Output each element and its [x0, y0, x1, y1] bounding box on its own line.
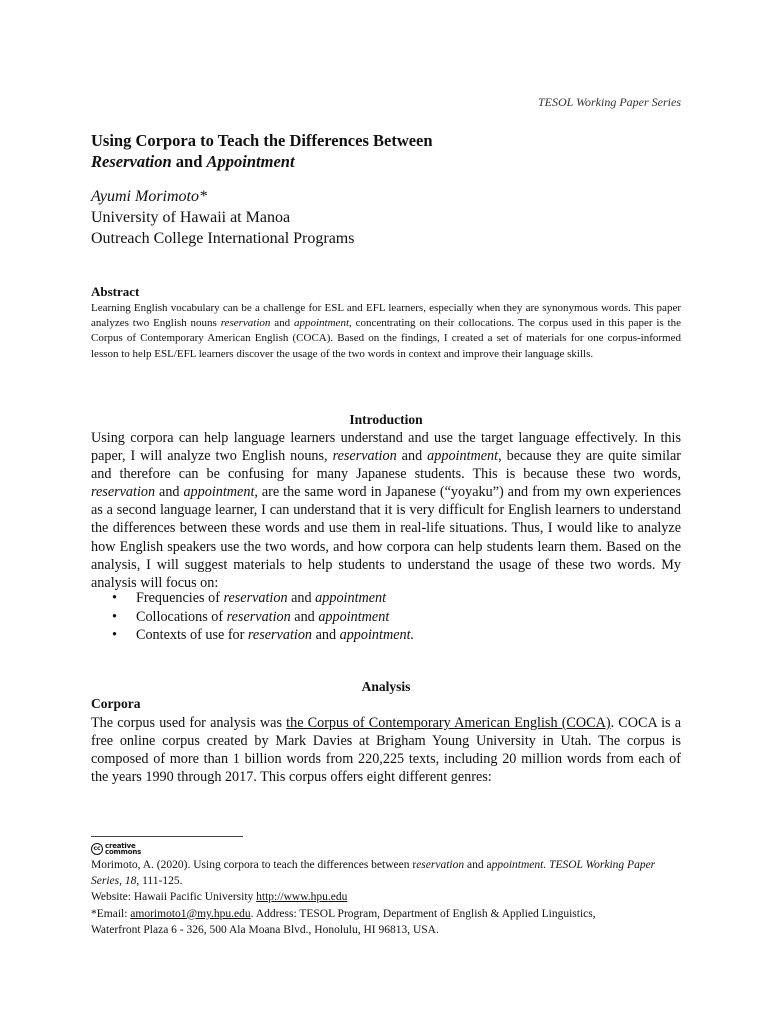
author-name: Ayumi Morimoto*: [91, 188, 207, 205]
list-text: and: [290, 608, 319, 625]
running-header: TESOL Working Paper Series: [537, 95, 681, 109]
analysis-text-part: . COCA is a free online corpus created by Mark Davies at Brigham Young University in Utah. The corpus is composed of more than 1 billion words from 220,225 texts, including 20 million words from each of the years 1990 through 2017. This corpus offers eight different genres:: [91, 715, 681, 786]
analysis-text-part: The corpus used for analysis was: [91, 715, 287, 731]
list-item: [112, 589, 672, 608]
introduction-paragraph: [91, 429, 681, 592]
creative-commons-logo: [91, 841, 151, 856]
list-term: reservation: [247, 627, 313, 644]
list-text: Frequencies of: [136, 590, 224, 606]
cc-icon: cc: [91, 843, 103, 855]
list-text: and: [312, 627, 340, 644]
title-line-2: [91, 151, 681, 172]
paper-title: [91, 130, 681, 172]
title-word-appointment: Appointment: [206, 152, 295, 171]
intro-text-part: , are the same word in Japanese (“yoyaku”) and from my own experiences as a second language learner, I can understand that it is very difficult for English learners to understand the differences between these words and use them in real-life situations. Thus, I would like to analyze how English speakers use the two words, and how corpora can help students learn them. Based on the analysis, I will suggest materials to help students to understand the usage of these two words. My analysis will focus on:: [91, 484, 681, 591]
intro-term: appointment: [183, 484, 255, 501]
corpora-subheading: Corpora: [91, 696, 141, 711]
cc-text-line: commons: [105, 847, 142, 856]
website-label: Website: Hawaii Pacific University: [91, 891, 257, 904]
citation-text: Morimoto, A. (2020). Using corpora to teach the differences between r: [91, 859, 417, 871]
citation-text: , 111-125.: [136, 875, 183, 888]
title-line-1: Using Corpora to Teach the Differences Between: [91, 131, 433, 150]
coca-link[interactable]: the Corpus of Contemporary American English (COCA): [286, 715, 611, 731]
citation-line-1: [91, 857, 691, 873]
list-term: appointment.: [339, 627, 415, 644]
email-line: [91, 906, 691, 922]
list-item: [112, 626, 672, 645]
citation-text: and a: [464, 859, 492, 871]
website-link[interactable]: http://www.hpu.edu: [256, 891, 348, 904]
citation-volume: 18: [124, 875, 137, 888]
intro-text-part: and: [155, 484, 184, 501]
citation-journal: TESOL Working Paper: [546, 859, 656, 871]
list-term: reservation: [226, 608, 291, 625]
analysis-heading: Analysis: [361, 679, 411, 694]
citation-term: ppointment.: [491, 859, 547, 871]
citation-text: ,: [119, 875, 125, 888]
list-text: Collocations of: [136, 608, 227, 625]
abstract-text-part: and: [270, 317, 294, 330]
abstract-text: [91, 301, 681, 362]
title-and: and: [171, 152, 207, 171]
citation-journal: Series: [91, 875, 120, 888]
intro-term: reservation: [332, 448, 397, 465]
list-text: and: [287, 590, 316, 606]
abstract-text-part: , concentrating on their collocations. The corpus used in this paper is the Corpus of Contemporary American English (COCA). Based on the findings, I created a set of materials for one corpus-informed lesson to help ESL/EFL learners discover the usage of the two words in context and improve their language skills.: [91, 317, 681, 360]
list-term: appointment: [315, 590, 387, 606]
footnote-block: [91, 857, 691, 938]
title-word-reservation: Reservation: [91, 152, 172, 171]
list-term: reservation: [223, 590, 288, 606]
abstract-term: reservation: [220, 317, 271, 330]
abstract-term: appointment: [294, 317, 349, 330]
list-term: appointment: [318, 608, 390, 625]
list-text: Contexts of use for: [136, 627, 248, 644]
intro-term: reservation: [91, 484, 156, 501]
citation-line-2: [91, 873, 691, 889]
address-line: Waterfront Plaza 6 - 326, 500 Ala Moana Blvd., Honolulu, HI 96813, USA.: [91, 923, 439, 936]
citation-term: eservation: [416, 859, 465, 871]
intro-text-part: and: [396, 448, 428, 465]
author-block: [91, 186, 681, 249]
author-affiliation-2: Outreach College International Programs: [91, 230, 355, 247]
introduction-heading: Introduction: [349, 412, 423, 427]
footnote-divider: [91, 836, 243, 837]
intro-text-part: , because they are quite similar and therefore can be confusing for many Japanese students. This is because these two words,: [91, 448, 681, 483]
address-text: . Address: TESOL Program, Department of English & Applied Linguistics,: [250, 907, 596, 920]
intro-text-part: Using corpora can help language learners understand and use the target language effectively. In this paper, I will analyze two English nouns,: [91, 430, 681, 465]
analysis-paragraph: [91, 714, 681, 786]
website-line: [91, 889, 691, 905]
cc-text-line: creative: [105, 841, 136, 850]
abstract-heading: Abstract: [91, 284, 140, 299]
intro-term: appointment: [427, 448, 499, 465]
cc-wordmark: [105, 843, 141, 855]
author-affiliation-1: University of Hawaii at Manoa: [91, 209, 291, 226]
email-link[interactable]: amorimoto1@my.hpu.edu: [130, 907, 251, 920]
list-item: [112, 608, 672, 627]
email-label: *Email:: [91, 907, 131, 920]
focus-list: [112, 589, 672, 645]
abstract-text-part: Learning English vocabulary can be a challenge for ESL and EFL learners, especially when they are synonymous words. This paper analyzes two English nouns: [91, 302, 681, 330]
